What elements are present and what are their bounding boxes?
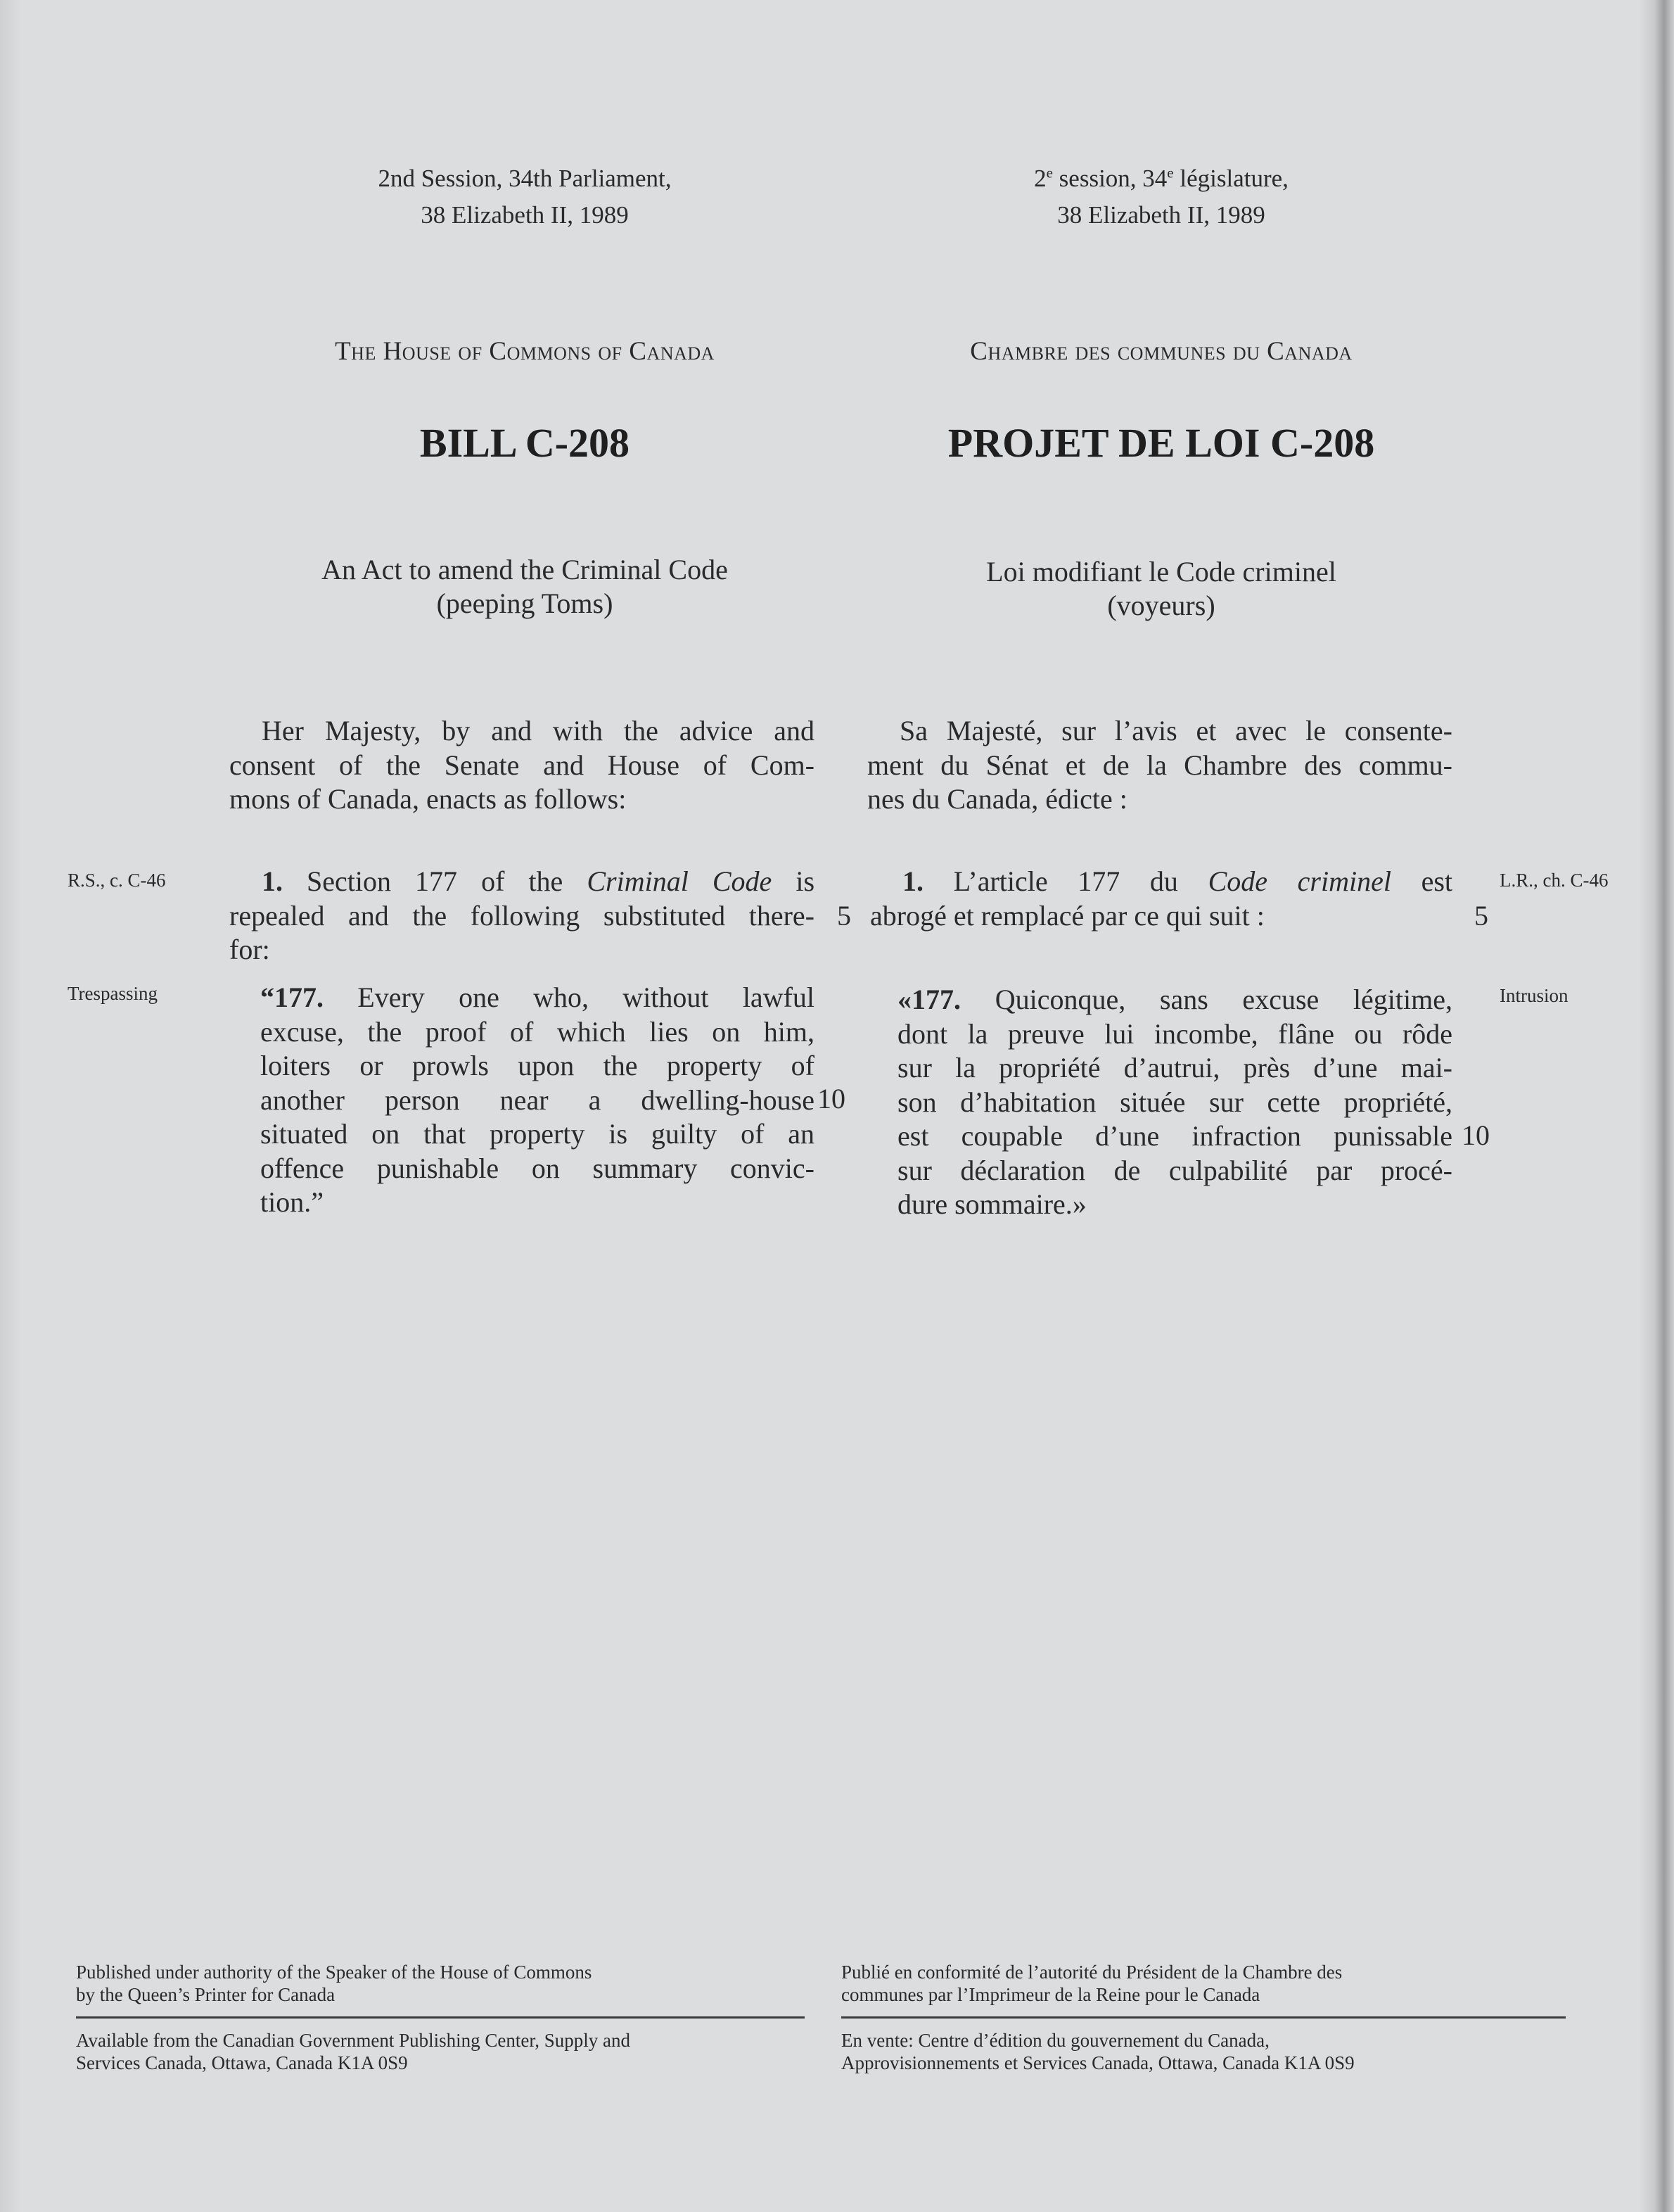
en-section1-line [229, 865, 814, 899]
fr-section1-line [870, 865, 1452, 899]
en-session-info [314, 160, 736, 234]
fr-bill-title [880, 555, 1443, 623]
en-line-number-10: 10 [817, 1083, 845, 1114]
en-margin-note-rs: R.S., c. C-46 [68, 870, 166, 891]
en-footer-published: Published under authority of the Speaker of the House of Commons by the Queen’s Printer for Canada [76, 1962, 592, 2005]
en-section1-number: 1. [262, 865, 283, 897]
fr-section177-line: sur déclaration de culpabilité par procé- [897, 1154, 1452, 1186]
en-house-text: The House of Commons of Canada [335, 337, 715, 366]
fr-section177-line: dure sommaire.» [897, 1188, 1087, 1220]
fr-section-1 [870, 865, 1452, 933]
fr-enacting-line: ment du Sénat et de la Chambre des commu- [867, 749, 1452, 781]
fr-section177-line: dont la preuve lui incombe, flâne ou rôde [897, 1017, 1452, 1050]
en-section177-line [260, 981, 814, 1015]
fr-section177-line: est coupable d’une infraction punissable [897, 1120, 1452, 1152]
en-footer-available: Available from the Canadian Government Publishing Center, Supply and Services Canada, Ottawa, Canada K1A 0S9 [76, 2030, 631, 2073]
fr-house-name [880, 336, 1443, 367]
en-section1-text: Section 177 of the Criminal Code is [307, 865, 815, 897]
fr-footer-rule [841, 2016, 1566, 2019]
en-title-line: An Act to amend the Criminal Code [321, 554, 728, 585]
en-section1-line: repealed and the following substituted there- [229, 899, 814, 932]
fr-margin-note-intrusion: Intrusion [1500, 985, 1568, 1006]
en-enacting-line: mons of Canada, enacts as follows: [229, 783, 627, 815]
en-section-177 [260, 981, 814, 1220]
fr-section1-text: L’article 177 du Code criminel est [953, 865, 1453, 897]
fr-footer-published: Publié en conformité de l’autorité du Président de la Chambre des communes par l’Imprimeur de la Reine pour le Canada [841, 1962, 1343, 2005]
en-enacting-line: Her Majesty, by and with the advice and [262, 715, 814, 746]
fr-margin-note-lr: L.R., ch. C-46 [1500, 870, 1609, 891]
en-session-line: 2nd Session, 34th Parliament, [378, 165, 672, 192]
fr-line-number-10: 10 [1462, 1119, 1490, 1151]
fr-enacting-line: Sa Majesté, sur l’avis et avec le consente- [900, 715, 1452, 746]
fr-line-number-5: 5 [1474, 900, 1488, 932]
fr-section-177 [897, 983, 1452, 1222]
fr-bill-number: PROJET DE LOI C-208 [947, 420, 1375, 466]
en-footer-rule [76, 2016, 805, 2019]
en-section177-line: offence punishable on summary convic- [260, 1152, 814, 1184]
en-line-number-5: 5 [837, 900, 851, 932]
en-section177-line: another person near a dwelling-house [260, 1083, 814, 1116]
en-enacting-clause [229, 714, 814, 817]
fr-section177-text: Quiconque, sans excuse légitime, [995, 984, 1453, 1015]
fr-section177-line: son d’habitation située sur cette propriété, [897, 1086, 1452, 1118]
en-section1-line: for: [229, 934, 270, 965]
en-title-subtitle: (peeping Toms) [436, 587, 613, 619]
fr-section177-number: «177. [897, 984, 961, 1015]
en-section177-line: tion.” [260, 1186, 324, 1218]
fr-footer-available: En vente: Centre d’édition du gouvernement du Canada, Approvisionnements et Services Canada, Ottawa, Canada K1A 0S9 [841, 2030, 1355, 2073]
fr-section1-line: abrogé et remplacé par ce qui suit : [870, 899, 1265, 932]
en-section177-line: situated on that property is guilty of an [260, 1118, 814, 1150]
fr-house-text: Chambre des communes du Canada [970, 337, 1353, 366]
fr-enacting-clause [867, 714, 1452, 817]
fr-title-subtitle: (voyeurs) [1107, 590, 1215, 621]
en-bill-title [243, 553, 806, 621]
en-session-year: 38 Elizabeth II, 1989 [421, 201, 629, 229]
en-section177-line: loiters or prowls upon the property of [260, 1050, 814, 1081]
en-bill-number: BILL C-208 [419, 420, 630, 466]
en-margin-note-trespassing: Trespassing [68, 983, 158, 1004]
fr-section177-line [897, 983, 1452, 1017]
fr-session-info [950, 160, 1372, 234]
en-section-1 [229, 865, 814, 967]
en-house-name [243, 336, 806, 367]
en-section177-number: “177. [260, 981, 324, 1013]
fr-section1-number: 1. [902, 865, 924, 897]
fr-section177-line: sur la propriété d’autrui, près d’une mai- [897, 1052, 1452, 1083]
en-section177-line: excuse, the proof of which lies on him, [260, 1015, 814, 1048]
fr-session-year: 38 Elizabeth II, 1989 [1057, 201, 1265, 229]
en-section177-text: Every one who, without lawful [357, 981, 815, 1013]
fr-enacting-line: nes du Canada, édicte : [867, 783, 1127, 815]
en-enacting-line: consent of the Senate and House of Com- [229, 749, 814, 781]
fr-title-line: Loi modifiant le Code criminel [986, 556, 1336, 587]
fr-session-line: 2e session, 34e législature, [1034, 164, 1289, 192]
